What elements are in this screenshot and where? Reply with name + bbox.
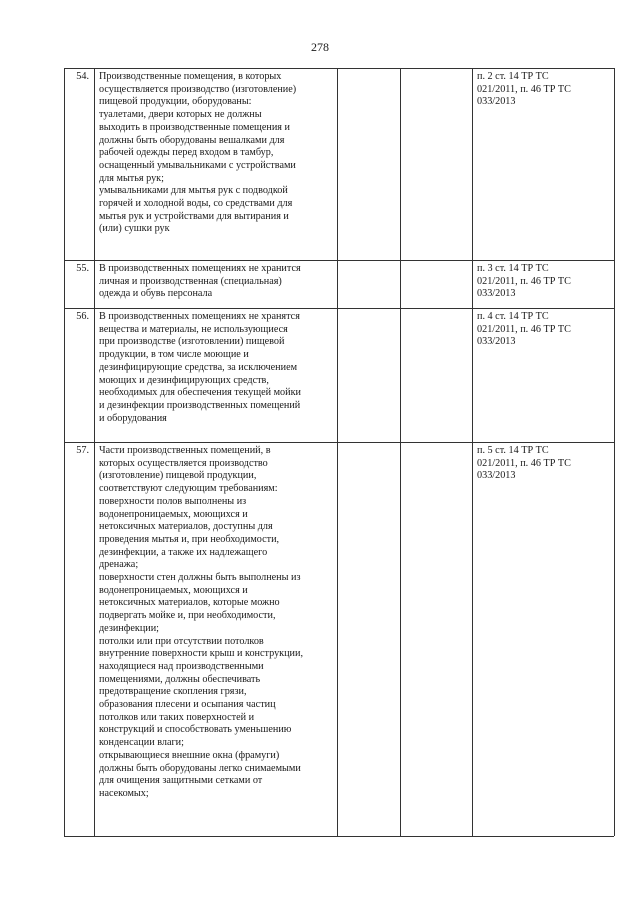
row-number: 54. — [65, 69, 95, 261]
page-number: 278 — [311, 40, 329, 54]
empty-cell — [338, 443, 401, 838]
row-number: 57. — [65, 443, 95, 838]
requirement-text — [95, 261, 338, 309]
table-bottom-edge — [64, 836, 614, 837]
table-row — [65, 69, 615, 261]
reference-cell — [473, 309, 615, 443]
empty-cell — [401, 69, 473, 261]
page-bottom-margin — [0, 836, 640, 905]
reference-text: п. 3 ст. 14 ТР ТС 021/2011, п. 46 ТР ТС 033/2013 — [477, 263, 571, 300]
row-number: 55. — [65, 261, 95, 309]
requirement-text — [95, 309, 338, 443]
requirement-text — [95, 69, 338, 261]
requirements-table — [64, 68, 615, 838]
reference-cell — [473, 443, 615, 838]
empty-cell — [401, 443, 473, 838]
empty-cell — [338, 261, 401, 309]
row-number: 56. — [65, 309, 95, 443]
table-row — [65, 261, 615, 309]
empty-cell — [401, 261, 473, 309]
table-row — [65, 309, 615, 443]
requirement-text-content: В производственных помещениях не хранятся вещества и материалы, не использующиеся при производстве (изготовлении) пищевой продукции, в том числе моющие и дезинфицирующие средства, за исключением моющих и дезинфицирующих средств, необходимых для обеспечения текущей мойки и дезинфекции производственных помещений и оборудования — [99, 311, 302, 424]
requirement-text — [95, 443, 338, 838]
empty-cell — [338, 309, 401, 443]
requirement-text-content: Производственные помещения, в которых осуществляется производство (изготовление) пищевой продукции, оборудованы: туалетами, двери которых не должны выходить в производственные помещения и должны быть оборудованы вешалками для рабочей одежды перед входом в тамбур, оснащенный умывальниками с устройствами для мытья рук; умывальниками для мытья рук с подводкой горячей и холодной воды, со средствами для мытья рук и устройствами для вытирания и (или) сушки рук — [99, 71, 297, 235]
reference-text: п. 4 ст. 14 ТР ТС 021/2011, п. 46 ТР ТС 033/2013 — [477, 311, 571, 348]
reference-text: п. 5 ст. 14 ТР ТС 021/2011, п. 46 ТР ТС 033/2013 — [477, 445, 571, 482]
requirement-text-content: В производственных помещениях не хранится личная и производственная (специальная) одежда и обувь персонала — [99, 263, 301, 300]
empty-cell — [338, 69, 401, 261]
table-row — [65, 443, 615, 838]
empty-cell — [401, 309, 473, 443]
reference-text: п. 2 ст. 14 ТР ТС 021/2011, п. 46 ТР ТС 033/2013 — [477, 71, 571, 108]
reference-cell — [473, 69, 615, 261]
requirement-text-content: Части производственных помещений, в которых осуществляется производство (изготовление) пищевой продукции, соответствуют следующим требованиям: поверхности полов выполнены из водонепроницаемых, моющихся и нетоксичных материалов, доступны для проведения мытья и, при необходимости, дезинфекции, а также их надлежащего дренажа; поверхности стен должны быть выполнены из водонепроницаемых, моющихся и нетоксичных материалов, которые можно подвергать мойке и, при необходимости, дезинфекции; потолки или при отсутствии потолков внутренние поверхности крыш и конструкции, находящиеся над производственными помещениями, должны обеспечивать предотвращение скопления грязи, образования плесени и осыпания частиц потолков или таких поверхностей и конструкций и способствовать уменьшению конденсации влаги; открывающиеся внешние окна (фрамуги) должны быть оборудованы легко снимаемыми для очищения защитными сетками от насекомых; — [99, 445, 304, 799]
reference-cell — [473, 261, 615, 309]
